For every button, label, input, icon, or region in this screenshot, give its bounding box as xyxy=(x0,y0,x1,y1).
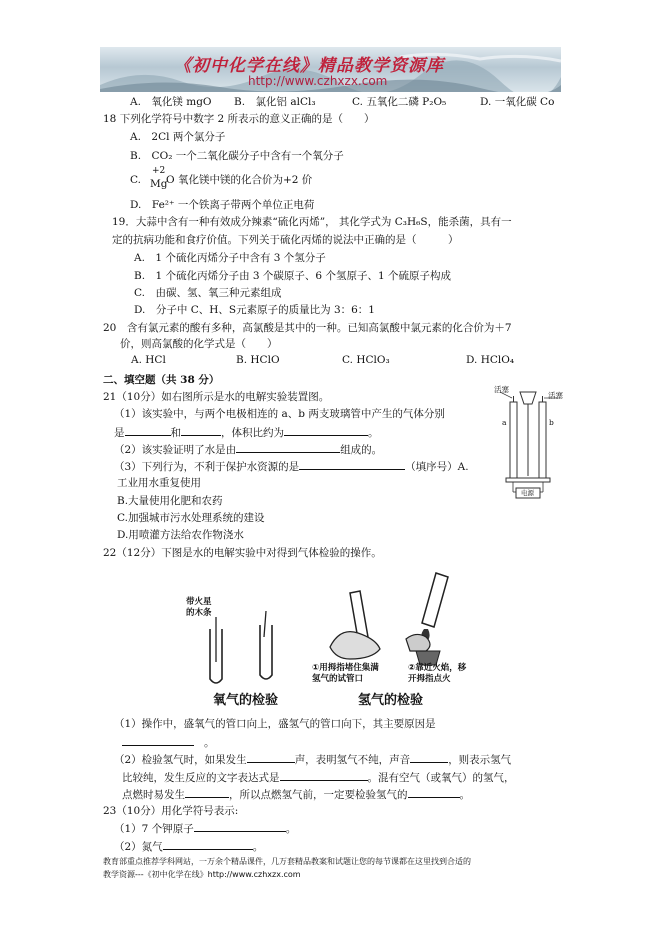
fig-splint-label: 带火星 的木条 xyxy=(186,597,212,618)
q22-p2-text7: ，所以点燃氢气前，一定要检验氢气的 xyxy=(229,789,408,801)
caption-oxygen-test: 氧气的检验 xyxy=(213,693,279,708)
q21-part3 xyxy=(114,458,469,474)
q17-option-a: A. 氧化镁 mgO xyxy=(130,96,212,108)
q20-option-c: C. HClO₃ xyxy=(342,354,390,366)
electrolysis-apparatus-figure xyxy=(488,384,568,500)
q20-option-d: D. HClO₄ xyxy=(466,354,515,366)
q23-p2-end: 。 xyxy=(252,841,264,853)
q21-p1-text3: ，体积比约为 xyxy=(221,427,284,439)
caption-hydrogen-test: 氢气的检验 xyxy=(358,693,424,708)
q22-blank-purity[interactable] xyxy=(408,786,460,798)
q21-option-d: D.用喷灌方法给农作物浇水 xyxy=(117,529,244,541)
fig-h2-step1: ①用拇指堵住集满 氢气的试管口 xyxy=(312,663,379,684)
q18-option-a: A. 2Cl 两个氯分子 xyxy=(130,131,226,143)
q21-part1-line1: （1）该实验中，与两个电极相连的 a、b 两支玻璃管中产生的气体分别 xyxy=(114,408,445,420)
q21-p1-text4: 。 xyxy=(368,427,379,439)
q21-part2 xyxy=(114,441,382,457)
q19-option-b: B. 1 个硫化丙烯分子由 3 个碳原子、6 个氢原子、1 个硫原子构成 xyxy=(134,270,451,282)
q21-stem: 21（10分）如右图所示是水的电解实验装置图。 xyxy=(103,391,330,403)
q22-part1-line1: （1）操作中，盛氧气的管口向上，盛氢气的管口向下，其主要原因是 xyxy=(114,718,436,730)
q18-option-c-label: C. xyxy=(130,174,141,186)
q22-blank-sound[interactable] xyxy=(247,751,295,763)
q22-blank-volume[interactable] xyxy=(410,751,448,763)
q21-option-c: C.加强城市污水处理系统的建设 xyxy=(117,512,265,524)
footer-line2: 教学资源---《初中化学在线》http://www.czhxzx.com xyxy=(103,870,301,879)
q22-part2-line3 xyxy=(122,786,470,802)
q23-blank-potassium[interactable] xyxy=(194,820,286,832)
banner-title: 《初中化学在线》精品教学资源库 xyxy=(174,56,444,76)
q21-blank-composition[interactable] xyxy=(236,441,340,453)
fig-stopcock-right: 活塞 xyxy=(548,391,563,400)
q22-p2-text1: （2）检验氢气时，如果发生 xyxy=(114,754,247,766)
q21-blank-gas-a[interactable] xyxy=(125,424,171,436)
q22-blank-equation[interactable] xyxy=(280,769,368,781)
q23-p2-text: （2）氮气 xyxy=(114,841,163,853)
q18-stem: 18 下列化学符号中数字 2 所表示的意义正确的是（ ） xyxy=(103,113,375,125)
section-heading: 二、填空题（共 38 分） xyxy=(103,374,220,386)
q18-option-c-text: O 氧化镁中镁的化合价为+2 价 xyxy=(166,174,313,186)
q22-part1-line2 xyxy=(122,734,215,750)
q21-p2-text1: （2）该实验证明了水是由 xyxy=(114,444,237,456)
q20-line2: 价，则高氯酸的化学式是（ ） xyxy=(120,338,278,350)
footer-line1: 教育部重点推荐学科网站，一万余个精品课件，几万套精品教案和试题让您的每节课都在这里找到合适的 xyxy=(103,857,471,866)
q21-part1-line2 xyxy=(114,424,379,440)
q21-blank-gas-b[interactable] xyxy=(181,424,221,436)
q22-blank-explosion[interactable] xyxy=(185,786,229,798)
fig-tube-a: a xyxy=(502,418,507,427)
q22-blank-reason[interactable] xyxy=(122,734,194,746)
q22-p2-text5: 。混有空气（或氧气）的氢气， xyxy=(367,772,515,784)
q19-line2: 定的抗病功能和食疗价值。下列关于硫化丙烯的说法中正确的是（ ） xyxy=(112,234,459,246)
q21-p1-text1: 是 xyxy=(114,427,125,439)
q23-part1 xyxy=(114,820,296,836)
q19-option-a: A. 1 个硫化丙烯分子中含有 3 个氢分子 xyxy=(134,252,326,264)
q22-p2-text2: 声，表明氢气不纯，声音 xyxy=(294,754,411,766)
q22-p2-text8: 。 xyxy=(459,789,470,801)
q21-blank-choice[interactable] xyxy=(299,458,405,470)
header-banner xyxy=(100,47,561,92)
q20-option-a: A. HCl xyxy=(131,354,166,366)
q21-option-b: B.大量使用化肥和农药 xyxy=(117,495,223,507)
q21-p1-text2: 和 xyxy=(170,427,181,439)
q23-blank-nitrogen[interactable] xyxy=(163,838,253,850)
q18-option-d: D. Fe²⁺ 一个铁离子带两个单位正电荷 xyxy=(130,199,315,211)
q23-p1-end: 。 xyxy=(285,823,297,835)
fig-power: 电源 xyxy=(521,489,534,497)
q23-part2 xyxy=(114,838,263,854)
q21-p3-text1: （3）下列行为，不利于保护水资源的是 xyxy=(114,461,300,473)
electrolysis-apparatus-drawing xyxy=(488,384,568,500)
q21-p2-text2: 组成的。 xyxy=(340,444,383,456)
q19-line1: 19．大蒜中含有一种有效成分辣素“硫化丙烯”， 其化学式为 C₃H₆S，能杀菌，具有一 xyxy=(112,216,512,228)
q19-option-d: D. 分子中 C、H、S元素原子的质量比为 3：6：1 xyxy=(134,304,375,316)
q23-stem: 23（10分）用化学符号表示: xyxy=(103,805,239,817)
q17-option-c: C. 五氧化二磷 P₂O₅ xyxy=(352,96,447,108)
q22-part2-line1 xyxy=(114,751,511,767)
fig-tube-b: b xyxy=(549,418,554,427)
fig-h2-step2: ②靠近火焰，移 开拇指点火 xyxy=(408,663,467,684)
q22-stem: 22（12分）下图是水的电解实验中对得到气体检验的操作。 xyxy=(103,547,382,559)
q18-option-b: B. CO₂ 一个二氧化碳分子中含有一个氧分子 xyxy=(130,150,344,162)
q17-option-b: B. 氯化铝 alCl₃ xyxy=(234,96,316,108)
q22-p2-text6: 点燃时易发生 xyxy=(122,789,185,801)
q21-p3-text2: （填序号）A. xyxy=(405,461,469,473)
q22-p2-text4: 比较纯，发生反应的文字表达式是 xyxy=(122,772,280,784)
banner-url[interactable]: http://www.czhxzx.com xyxy=(248,74,388,88)
q22-part2-line2 xyxy=(122,769,515,785)
q20-line1: 20 含有氯元素的酸有多种，高氯酸是其中的一种。已知高氯酸中氯元素的化合价为＋7 xyxy=(103,322,512,334)
q18-option-c-mg: Mg xyxy=(150,178,168,190)
q20-option-b: B. HClO xyxy=(236,354,280,366)
q21-blank-ratio[interactable] xyxy=(284,424,368,436)
q22-p2-text3: ，则表示氢气 xyxy=(448,754,512,766)
q23-p1-text: （1）7 个钾原子 xyxy=(114,823,194,835)
q22-p1-end: 。 xyxy=(204,737,215,749)
q19-option-c: C. 由碳、氢、氧三种元素组成 xyxy=(134,287,282,299)
q21-option-a: 工业用水重复使用 xyxy=(117,477,201,489)
q18-option-c-sup: +2 xyxy=(152,166,166,176)
fig-stopcock-left: 活塞 xyxy=(494,385,509,394)
q17-option-d: D. 一氧化碳 Co xyxy=(480,96,555,108)
